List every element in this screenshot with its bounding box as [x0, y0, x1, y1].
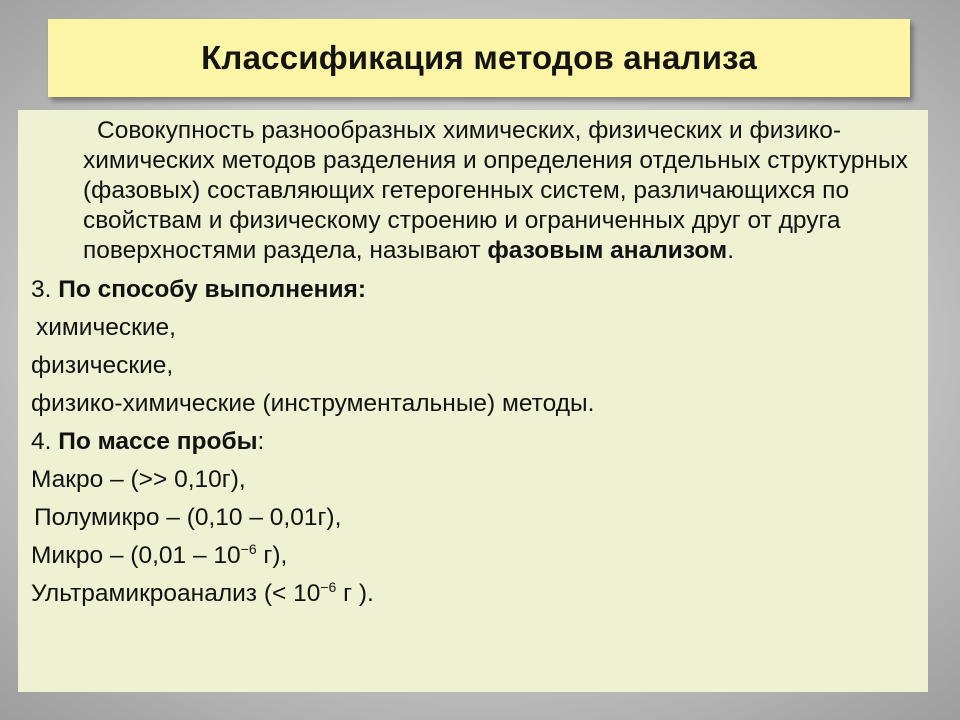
title-box: [48, 19, 910, 97]
intro-term: фазовым анализом: [487, 237, 728, 264]
slide-title: Классификация методов анализа: [201, 39, 757, 76]
section4-heading-line: [31, 423, 921, 461]
list-item: химические,: [36, 314, 176, 341]
list-item: физические,: [31, 352, 174, 379]
list-item: Полумикро – (0,10 – 0,01г),: [34, 504, 342, 531]
exponent: −6: [240, 540, 257, 557]
item-text: г ).: [336, 580, 374, 607]
section3-heading-line: [31, 271, 921, 309]
section4-number: 4.: [31, 428, 59, 455]
exponent: −6: [320, 578, 337, 595]
list-item: [31, 537, 921, 575]
item-text: Микро – (0,01 – 10: [31, 542, 241, 569]
list-item: физико-химические (инструментальные) методы.: [31, 390, 595, 417]
item-text: г),: [256, 542, 288, 569]
content-box: [18, 110, 928, 692]
intro-paragraph: [31, 116, 921, 266]
section4-heading: По массе пробы: [58, 428, 258, 455]
section3-number: 3.: [31, 276, 59, 303]
intro-text: Совокупность разнообразных химических, физических и физико-химических методов разделения и определения отдельных структурных (фазовых) составляющих гетерогенных систем, различающихся по свойствам и физическому строению и ограниченных друг от друга поверхностями раздела, называют: [83, 117, 908, 264]
list-item: Макро – (>> 0,10г),: [31, 466, 246, 493]
section3-heading: По способу выполнения:: [58, 276, 366, 303]
item-text: Ультрамикроанализ (< 10: [31, 580, 321, 607]
section4-heading-end: :: [257, 428, 265, 455]
intro-term-end: .: [727, 237, 734, 264]
content-text: [31, 116, 921, 613]
list-item: [31, 575, 921, 613]
